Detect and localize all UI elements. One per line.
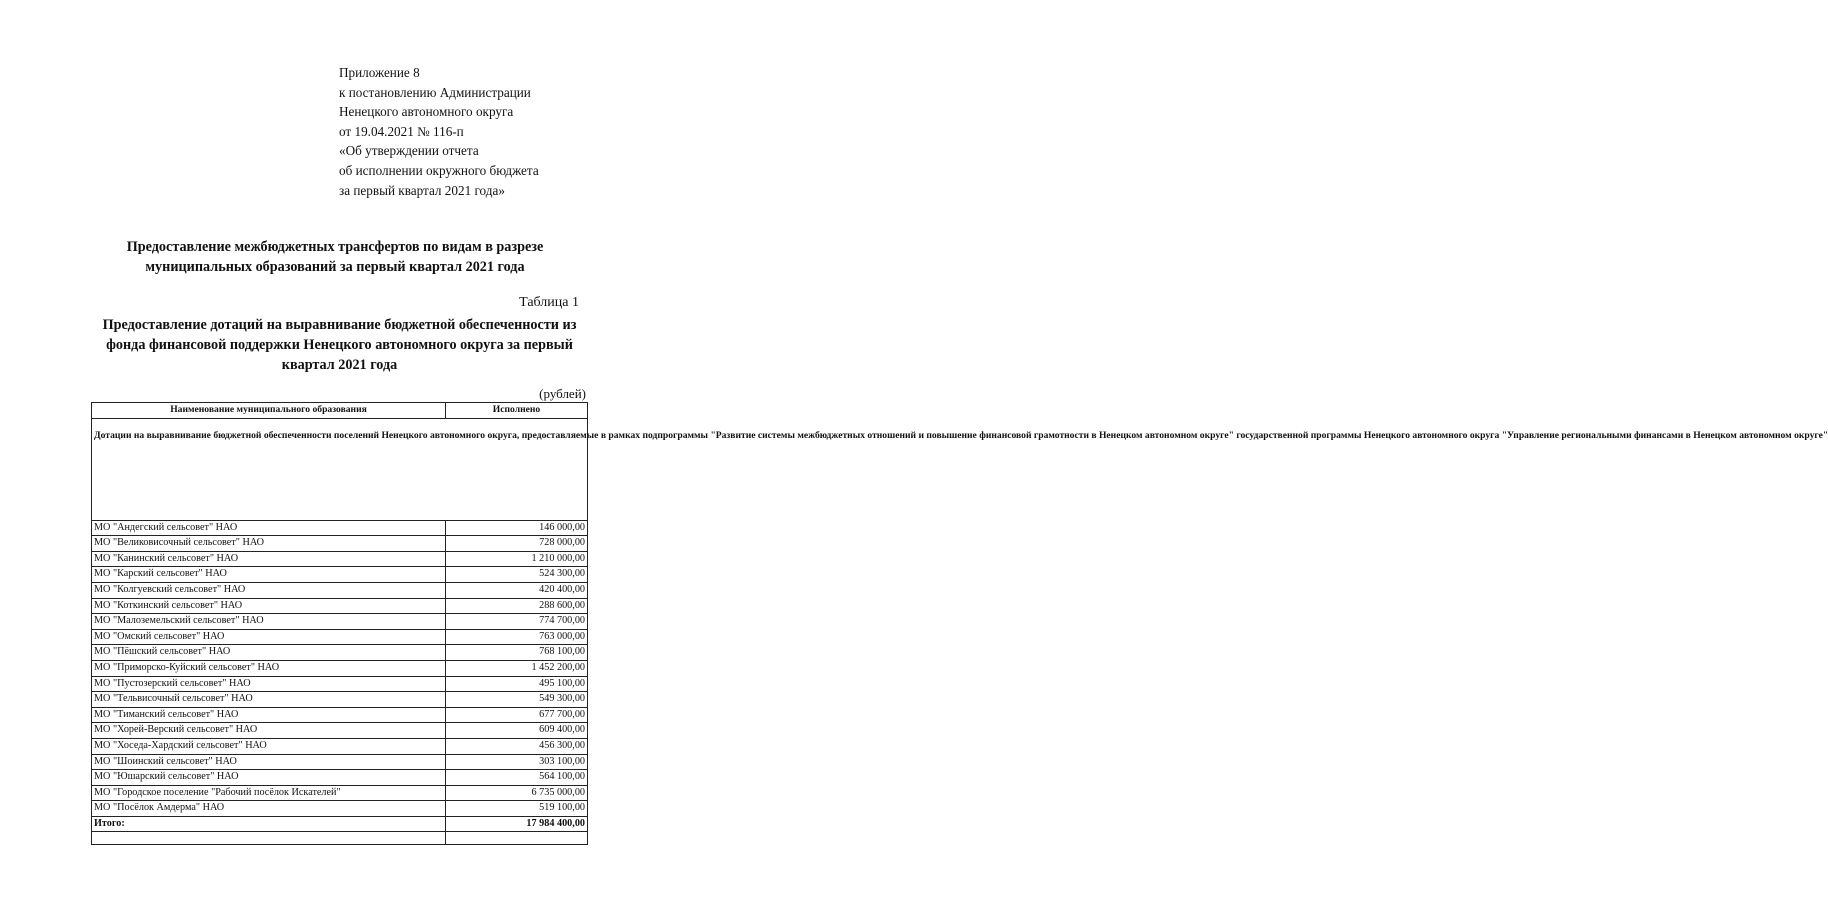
row-name-cell: МО "Городское поселение "Рабочий посёлок Искателей" — [92, 785, 446, 801]
row-name-cell: МО "Пёшский сельсовет" НАО — [92, 645, 446, 661]
row-name-cell: МО "Шоинский сельсовет" НАО — [92, 754, 446, 770]
row-value-cell: 768 100,00 — [446, 645, 588, 661]
row-value-cell: 728 000,00 — [446, 536, 588, 552]
table-row — [92, 754, 588, 770]
table-row — [92, 598, 588, 614]
row-name-cell: МО "Приморско-Куйский сельсовет" НАО — [92, 660, 446, 676]
row-name-cell: МО "Великовисочный сельсовет" НАО — [92, 536, 446, 552]
row-name-cell: Итого: — [92, 816, 446, 832]
appendix-line: за первый квартал 2021 года» — [339, 182, 505, 198]
table-header-row — [92, 403, 588, 419]
row-name-cell — [92, 832, 446, 845]
units-label: (рублей) — [539, 386, 586, 401]
row-name-cell: МО "Карский сельсовет" НАО — [92, 567, 446, 583]
row-value-cell — [446, 832, 588, 845]
row-value-cell: 303 100,00 — [446, 754, 588, 770]
row-value-cell: 763 000,00 — [446, 629, 588, 645]
row-value-cell: 1 210 000,00 — [446, 551, 588, 567]
table-row — [92, 520, 588, 536]
table-label: Таблица 1 — [519, 295, 579, 310]
table-row — [92, 692, 588, 708]
table-row — [92, 723, 588, 739]
row-name-cell: МО "Тиманский сельсовет" НАО — [92, 707, 446, 723]
table-row — [92, 660, 588, 676]
row-value-cell: 549 300,00 — [446, 692, 588, 708]
appendix-line: от 19.04.2021 № 116-п — [339, 123, 464, 139]
row-name-cell: МО "Пустозерский сельсовет" НАО — [92, 676, 446, 692]
table-row — [92, 536, 588, 552]
table-row — [92, 614, 588, 630]
appendix-line: об исполнении окружного бюджета — [339, 162, 539, 178]
row-name-cell: МО "Хоседа-Хардский сельсовет" НАО — [92, 738, 446, 754]
empty-row — [92, 832, 588, 845]
appendix-block — [339, 63, 539, 200]
row-name-cell: МО "Тельвисочный сельсовет" НАО — [92, 692, 446, 708]
table-row — [92, 567, 588, 583]
total-row — [92, 816, 588, 832]
row-value-cell: 1 452 200,00 — [446, 660, 588, 676]
row-name-cell: МО "Канинский сельсовет" НАО — [92, 551, 446, 567]
table-row — [92, 707, 588, 723]
table-row — [92, 629, 588, 645]
row-value-cell: 6 735 000,00 — [446, 785, 588, 801]
table-row — [92, 582, 588, 598]
column-header-executed: Исполнено — [446, 403, 588, 419]
row-value-cell: 564 100,00 — [446, 770, 588, 786]
column-header-name: Наименование муниципального образования — [92, 403, 446, 419]
row-value-cell: 677 700,00 — [446, 707, 588, 723]
appendix-line: к постановлению Администрации — [339, 84, 531, 100]
table-row — [92, 551, 588, 567]
appendix-line: Ненецкого автономного округа — [339, 104, 514, 120]
appendix-line: Приложение 8 — [339, 65, 420, 80]
table-row — [92, 785, 588, 801]
row-value-cell: 524 300,00 — [446, 567, 588, 583]
row-value-cell: 456 300,00 — [446, 738, 588, 754]
row-value-cell: 17 984 400,00 — [446, 816, 588, 832]
row-name-cell: МО "Юшарский сельсовет" НАО — [92, 770, 446, 786]
row-value-cell: 288 600,00 — [446, 598, 588, 614]
table-row — [92, 801, 588, 817]
section-cell — [92, 418, 1828, 520]
row-value-cell: 495 100,00 — [446, 676, 588, 692]
table-row — [92, 770, 588, 786]
row-name-cell: МО "Посёлок Амдерма" НАО — [92, 801, 446, 817]
table-row — [92, 738, 588, 754]
transfers-table — [91, 402, 1828, 845]
row-name-cell: МО "Малоземельский сельсовет" НАО — [92, 614, 446, 630]
section-row — [92, 418, 588, 520]
row-name-cell: МО "Омский сельсовет" НАО — [92, 629, 446, 645]
row-value-cell: 609 400,00 — [446, 723, 588, 739]
row-value-cell: 146 000,00 — [446, 520, 588, 536]
row-value-cell: 519 100,00 — [446, 801, 588, 817]
row-name-cell: МО "Колгуевский сельсовет" НАО — [92, 582, 446, 598]
appendix-line: «Об утверждении отчета — [339, 143, 479, 159]
table-row — [92, 676, 588, 692]
table-title: Предоставление дотаций на выравнивание бюджетной обеспеченности из фонда финансовой поддержки Ненецкого автономного округа за первый квартал 2021 года — [102, 317, 577, 373]
row-value-cell: 420 400,00 — [446, 582, 588, 598]
document-title: Предоставление межбюджетных трансфертов по видам в разрезе муниципальных образований за первый квартал 2021 года — [126, 239, 544, 275]
row-name-cell: МО "Коткинский сельсовет" НАО — [92, 598, 446, 614]
table-row — [92, 645, 588, 661]
row-name-cell: МО "Андегский сельсовет" НАО — [92, 520, 446, 536]
row-value-cell: 774 700,00 — [446, 614, 588, 630]
row-name-cell: МО "Хорей-Верский сельсовет" НАО — [92, 723, 446, 739]
section-text: Дотации на выравнивание бюджетной обеспеченности поселений Ненецкого автономного округа, предоставляемые в рамках подпрограммы "Развитие системы межбюджетных отношений и повышение финансовой грамотности в Ненецком автономном округе" государственной программы Ненецкого автономного округа "Управление региональными финансами в Ненецком автономном округе" — [94, 429, 1828, 441]
